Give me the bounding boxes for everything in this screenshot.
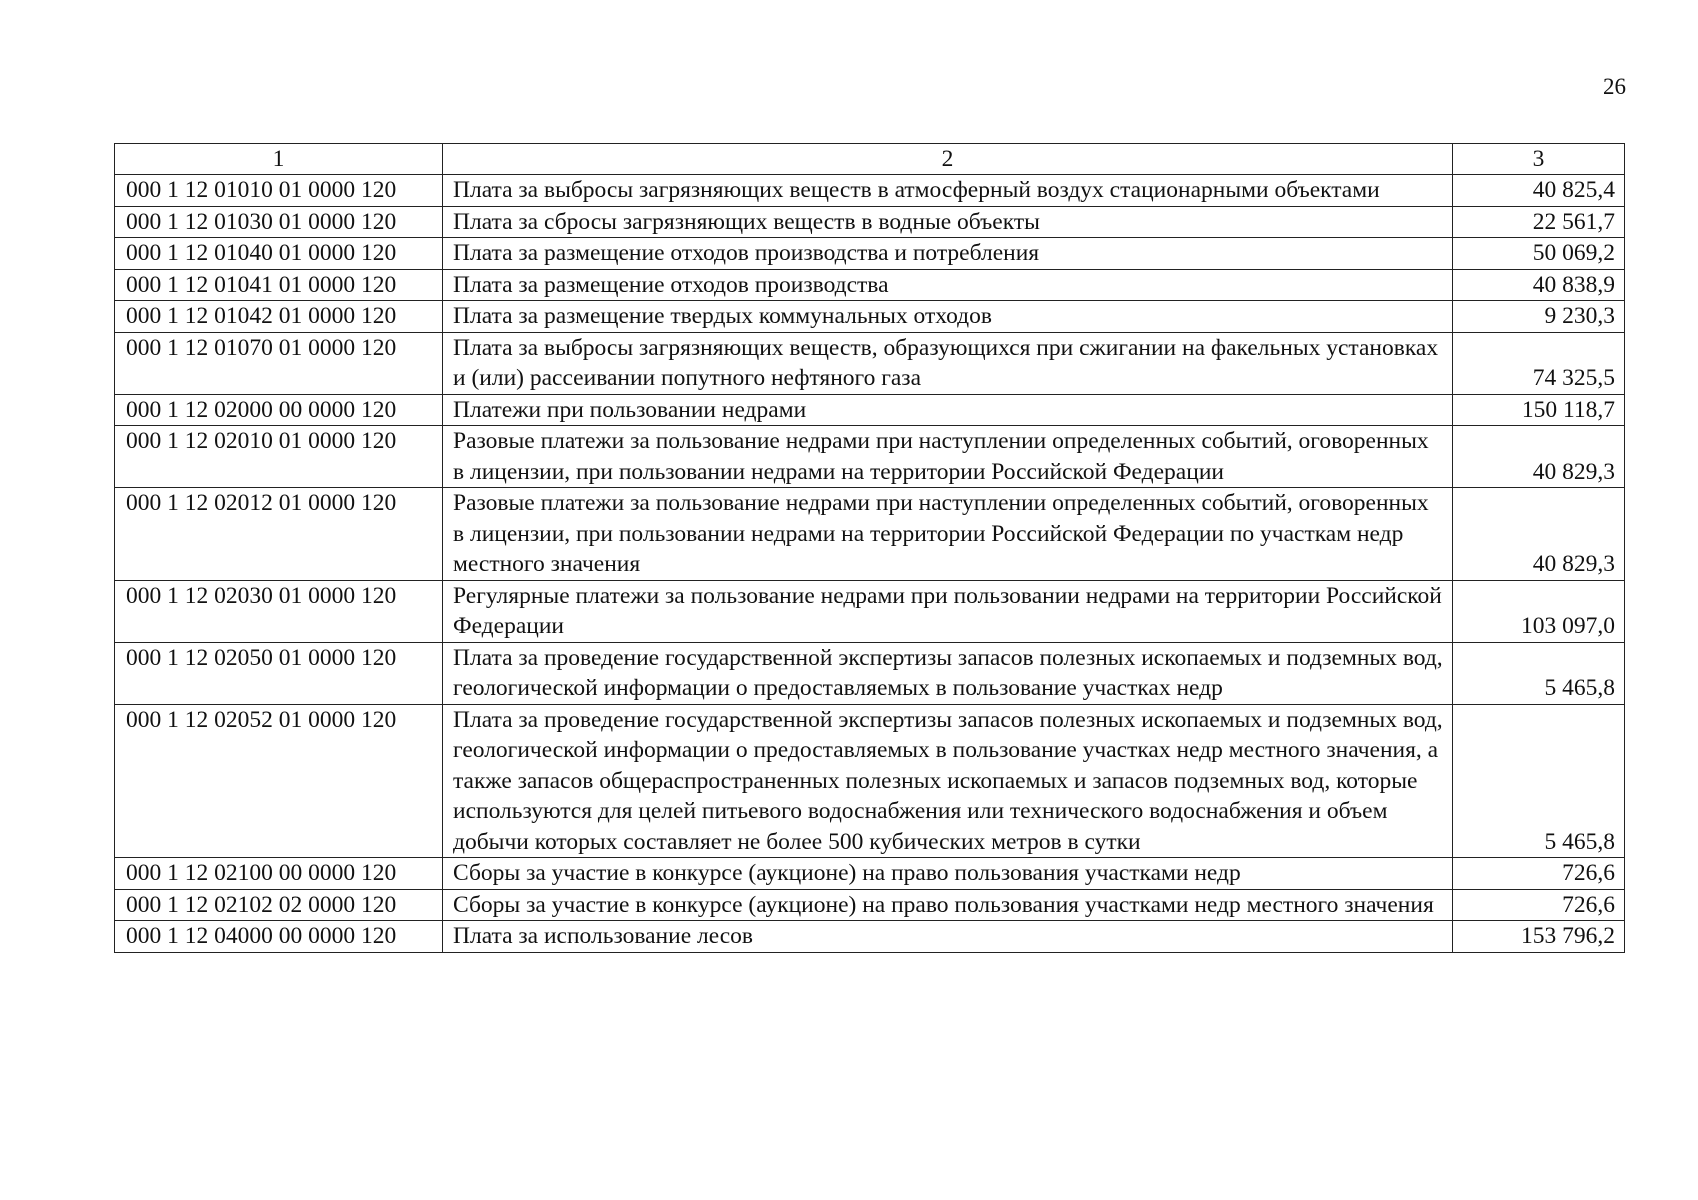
header-row xyxy=(115,144,1625,175)
budget-code-cell: 000 1 12 02010 01 0000 120 xyxy=(115,426,443,488)
table-row xyxy=(115,488,1625,581)
table-row xyxy=(115,206,1625,238)
budget-code-cell: 000 1 12 01070 01 0000 120 xyxy=(115,332,443,394)
budget-code-cell: 000 1 12 01030 01 0000 120 xyxy=(115,206,443,238)
budget-code-cell: 000 1 12 01040 01 0000 120 xyxy=(115,238,443,270)
table-row xyxy=(115,642,1625,704)
budget-code-cell: 000 1 12 01042 01 0000 120 xyxy=(115,301,443,333)
column-header-amount: 3 xyxy=(1453,144,1625,175)
table-row xyxy=(115,858,1625,890)
table-row xyxy=(115,704,1625,858)
table-row xyxy=(115,921,1625,953)
amount-cell: 726,6 xyxy=(1453,889,1625,921)
amount-cell: 726,6 xyxy=(1453,858,1625,890)
budget-code-cell: 000 1 12 02030 01 0000 120 xyxy=(115,580,443,642)
budget-code-cell: 000 1 12 04000 00 0000 120 xyxy=(115,921,443,953)
table-row xyxy=(115,889,1625,921)
revenue-table xyxy=(114,143,1625,953)
budget-code-cell: 000 1 12 02052 01 0000 120 xyxy=(115,704,443,858)
revenue-name-cell: Разовые платежи за пользование недрами при наступлении определенных событий, оговоренных в лицензии, при пользовании недрами на территории Российской Федерации по участкам недр местного значения xyxy=(443,488,1453,581)
amount-cell: 74 325,5 xyxy=(1453,332,1625,394)
amount-cell: 9 230,3 xyxy=(1453,301,1625,333)
revenue-name-cell: Плата за размещение отходов производства xyxy=(443,269,1453,301)
revenue-name-cell: Сборы за участие в конкурсе (аукционе) на право пользования участками недр местного значения xyxy=(443,889,1453,921)
table-row xyxy=(115,301,1625,333)
budget-code-cell: 000 1 12 02012 01 0000 120 xyxy=(115,488,443,581)
amount-cell: 5 465,8 xyxy=(1453,642,1625,704)
budget-code-cell: 000 1 12 01041 01 0000 120 xyxy=(115,269,443,301)
revenue-name-cell: Плата за размещение отходов производства и потребления xyxy=(443,238,1453,270)
amount-cell: 5 465,8 xyxy=(1453,704,1625,858)
budget-code-cell: 000 1 12 02100 00 0000 120 xyxy=(115,858,443,890)
amount-cell: 153 796,2 xyxy=(1453,921,1625,953)
table-row xyxy=(115,238,1625,270)
revenue-name-cell: Плата за проведение государственной экспертизы запасов полезных ископаемых и подземных вод, геологической информации о предоставляемых в пользование участках недр местного значения, а также запасов общераспространенных полезных ископаемых и запасов подземных вод, которые используются для целей питьевого водоснабжения или технического водоснабжения и объем добычи которых составляет не более 500 кубических метров в сутки xyxy=(443,704,1453,858)
budget-code-cell: 000 1 12 02050 01 0000 120 xyxy=(115,642,443,704)
revenue-name-cell: Плата за выбросы загрязняющих веществ в атмосферный воздух стационарными объектами xyxy=(443,175,1453,207)
table-row xyxy=(115,175,1625,207)
amount-cell: 40 829,3 xyxy=(1453,488,1625,581)
budget-code-cell: 000 1 12 02102 02 0000 120 xyxy=(115,889,443,921)
table-row xyxy=(115,332,1625,394)
revenue-name-cell: Плата за проведение государственной экспертизы запасов полезных ископаемых и подземных вод, геологической информации о предоставляемых в пользование участках недр xyxy=(443,642,1453,704)
revenue-name-cell: Плата за выбросы загрязняющих веществ, образующихся при сжигании на факельных установках и (или) рассеивании попутного нефтяного газа xyxy=(443,332,1453,394)
revenue-name-cell: Плата за сбросы загрязняющих веществ в водные объекты xyxy=(443,206,1453,238)
budget-code-cell: 000 1 12 01010 01 0000 120 xyxy=(115,175,443,207)
amount-cell: 22 561,7 xyxy=(1453,206,1625,238)
amount-cell: 40 825,4 xyxy=(1453,175,1625,207)
budget-code-cell: 000 1 12 02000 00 0000 120 xyxy=(115,394,443,426)
column-header-name: 2 xyxy=(443,144,1453,175)
amount-cell: 103 097,0 xyxy=(1453,580,1625,642)
amount-cell: 40 838,9 xyxy=(1453,269,1625,301)
revenue-name-cell: Плата за размещение твердых коммунальных отходов xyxy=(443,301,1453,333)
amount-cell: 150 118,7 xyxy=(1453,394,1625,426)
column-header-code: 1 xyxy=(115,144,443,175)
revenue-name-cell: Сборы за участие в конкурсе (аукционе) на право пользования участками недр xyxy=(443,858,1453,890)
revenue-name-cell: Разовые платежи за пользование недрами при наступлении определенных событий, оговоренных в лицензии, при пользовании недрами на территории Российской Федерации xyxy=(443,426,1453,488)
table-row xyxy=(115,269,1625,301)
table-row xyxy=(115,426,1625,488)
revenue-name-cell: Плата за использование лесов xyxy=(443,921,1453,953)
revenue-name-cell: Регулярные платежи за пользование недрами при пользовании недрами на территории Российской Федерации xyxy=(443,580,1453,642)
amount-cell: 40 829,3 xyxy=(1453,426,1625,488)
table-row xyxy=(115,394,1625,426)
page-number: 26 xyxy=(1603,74,1626,99)
amount-cell: 50 069,2 xyxy=(1453,238,1625,270)
revenue-name-cell: Платежи при пользовании недрами xyxy=(443,394,1453,426)
table-row xyxy=(115,580,1625,642)
